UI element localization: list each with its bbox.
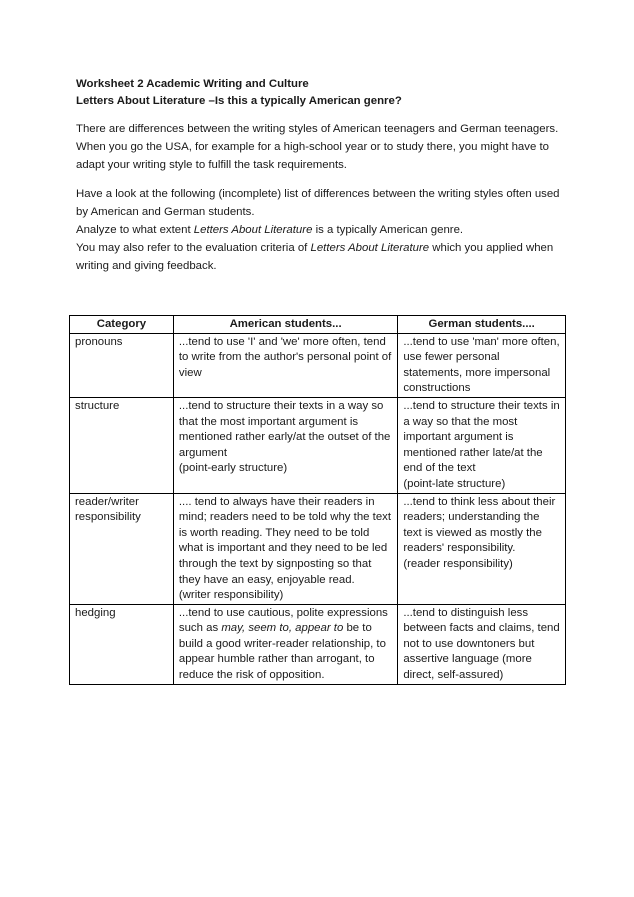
- german-cell: ...tend to use 'man' more often, use fewer personal statements, more impersonal constructions: [398, 333, 566, 397]
- american-cell: [173, 493, 397, 604]
- american-text: ...tend to structure their texts in a way so that the most important argument is mentioned rather early/at the outset of the argument: [178, 399, 391, 459]
- comparison-table: [69, 315, 566, 685]
- table-row: [70, 333, 566, 397]
- american-cell: [173, 604, 397, 684]
- category-cell: structure: [70, 397, 174, 493]
- american-note: (writer responsibility): [178, 589, 284, 602]
- header-category: Category: [70, 316, 174, 334]
- american-note: (point-early structure): [178, 462, 288, 475]
- worksheet-page: [76, 76, 570, 275]
- task-line-refer: [76, 239, 570, 275]
- german-cell: [398, 493, 566, 604]
- american-text-post: be to build a good writer-reader relationship, to appear humble rather than arrogant, to reduce the risk of opposition.: [178, 622, 386, 682]
- german-note: (reader responsibility): [403, 557, 513, 570]
- table-header-row: [70, 316, 566, 334]
- task-paragraph: [76, 185, 570, 275]
- american-text-pre: ...tend to use cautious, polite expressions such as: [178, 606, 388, 635]
- category-cell: hedging: [70, 604, 174, 684]
- table-row: [70, 604, 566, 684]
- intro-paragraph: There are differences between the writing styles of American teenagers and German teenagers. When you go the USA, for example for a high-school year or to study there, you might have to adapt your writing style to fulfill the task requirements.: [76, 123, 559, 171]
- refer-text-title: Letters About Literature: [310, 242, 430, 254]
- table-row: [70, 397, 566, 493]
- refer-text-pre: You may also refer to the evaluation criteria of: [76, 242, 311, 254]
- american-text: .... tend to always have their readers in mind; readers need to be told why the text is worth reading. They need to be told what is important and they need to be led through the text by signposting so that they have an easy, enjoyable read.: [178, 495, 392, 586]
- american-text-examples: may, seem to, appear to: [221, 622, 344, 635]
- worksheet-subtitle: Letters About Literature –Is this a typically American genre?: [76, 95, 402, 107]
- table-row: [70, 493, 566, 604]
- german-cell: ...tend to distinguish less between facts and claims, tend not to use downtoners but assertive language (more direct, self-assured): [398, 604, 566, 684]
- refer-text-post: which you applied when writing and giving feedback.: [76, 242, 554, 272]
- american-cell: ...tend to use 'I' and 'we' more often, tend to write from the author's personal point of view: [173, 333, 397, 397]
- category-cell: reader/writer responsibility: [70, 493, 174, 604]
- analyze-text-title: Letters About Literature: [193, 224, 313, 236]
- analyze-text-post: is a typically American genre.: [312, 224, 464, 236]
- worksheet-title: Worksheet 2 Academic Writing and Culture: [76, 78, 309, 90]
- american-cell: [173, 397, 397, 493]
- german-note: (point-late structure): [403, 477, 506, 490]
- german-text: ...tend to structure their texts in a way so that the most important argument is mentioned rather late/at the end of the text: [403, 399, 560, 475]
- header-german: German students....: [398, 316, 566, 334]
- german-cell: [398, 397, 566, 493]
- category-cell: pronouns: [70, 333, 174, 397]
- task-line-list: Have a look at the following (incomplete) list of differences between the writing styles often used by American and German students.: [76, 188, 560, 218]
- task-line-analyze: [76, 221, 570, 239]
- german-text: ...tend to think less about their readers; understanding the text is viewed as mostly the readers' responsibility.: [403, 495, 556, 555]
- analyze-text-pre: Analyze to what extent: [76, 224, 194, 236]
- header-american: American students...: [173, 316, 397, 334]
